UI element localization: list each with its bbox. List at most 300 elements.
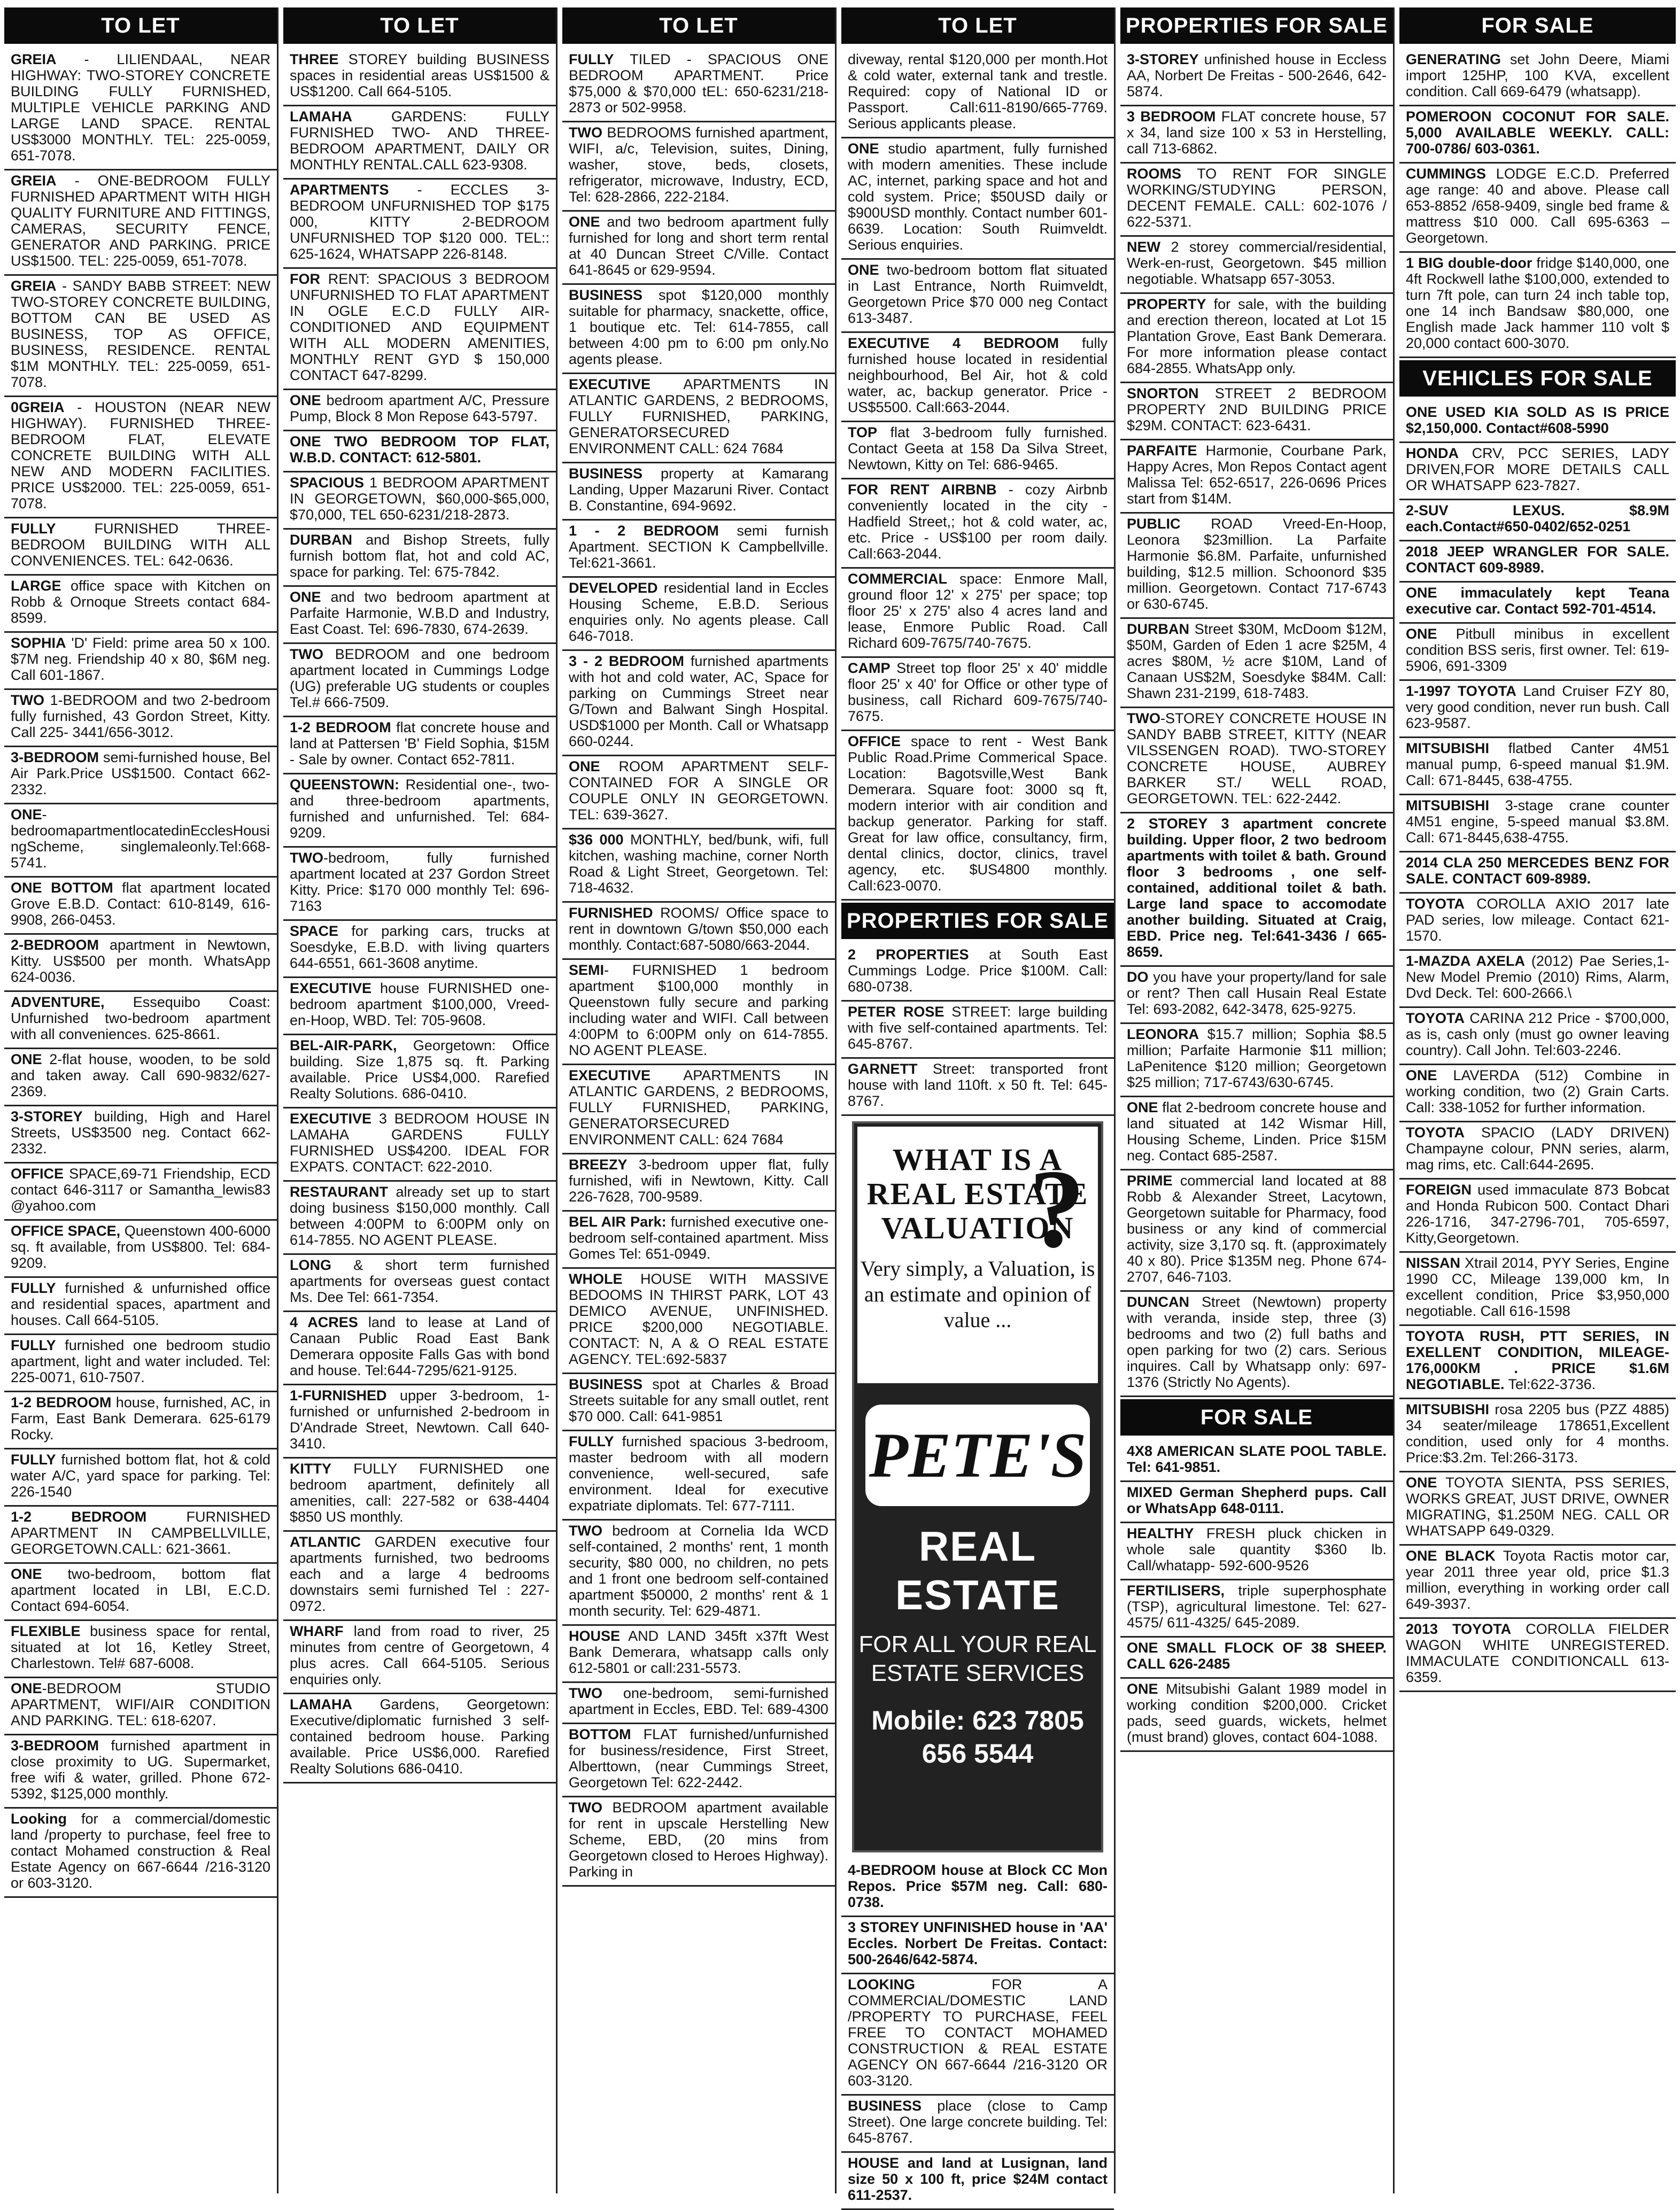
ad-body: Pitbull minibus in excellent condition BSS seris, first owner. Tel: 619-5906, 691-3309 [1406, 626, 1669, 674]
classified-ad [1399, 795, 1676, 852]
classified-ad [562, 49, 835, 122]
classified-ad [1399, 1008, 1676, 1065]
ad-lead: FULLY [569, 1433, 614, 1449]
ad-body: - SANDY BABB STREET: NEW TWO-STOREY CONCRETE BUILDING, BOTTOM CAN BE USED AS BUSINESS, TOP AS OFFICE, BUSINESS, RESIDENCE. RENTAL $1M MONTHLY. TEL: 225-0059, 651-7078. [11, 278, 270, 390]
ad-body: CARINA 212 Price - $700,000, as is, cash only (must go owner leaving country). Call John. Tel:603-2246. [1406, 1010, 1669, 1058]
real-estate-advert [852, 1121, 1103, 1852]
ad-body: COROLLA FIELDER WAGON WHITE UNREGISTERED. IMMACULATE CONDITIONCALL 613-6359. [1406, 1621, 1669, 1685]
classified-ad [283, 978, 556, 1035]
ad-lead: LAMAHA [290, 108, 352, 125]
ad-body: furnished & unfurnished office and residential spaces, apartment and houses. Call 664-5105. [11, 1280, 270, 1328]
classified-ad [1120, 619, 1393, 708]
classified-ad [1120, 164, 1393, 237]
classified-ad [562, 122, 835, 212]
ad-lead: TOYOTA [1406, 1125, 1465, 1141]
ad-body: space to rent - West Bank Public Road.Prime Commerical Space. Location: Bagotsville,West Bank Demerara. Square foot: 3000 sq ft, modern interior with air condition and backup generator. Parking for staff. Great for law office, consultancy, firm, dental clinics, doctor, clinics, travel agency, etc. $US4800 monthly. Call:623-0070. [848, 733, 1108, 894]
classified-ad [4, 878, 277, 935]
ad-lead: TWO [290, 850, 323, 866]
classified-ad [841, 138, 1114, 260]
classified-ad [562, 756, 835, 829]
ad-body: FURNISHED THREE-BEDROOM BUILDING WITH ALL CONVENIENCES. TEL: 642-0636. [11, 521, 270, 569]
classified-ad [4, 518, 277, 576]
ad-lead: 4-BEDROOM house at Block CC Mon Repos. Price $57M neg. Call: 680-0738. [848, 1862, 1108, 1910]
classified-ad [1399, 443, 1676, 500]
ad-body: -bedroom, fully furnished apartment located at 237 Gordon Street Kitty. Price: $170 000 monthly Tel: 696-7163 [290, 850, 549, 914]
ad-lead: BUSINESS [569, 287, 643, 303]
classified-ad [1399, 1472, 1676, 1546]
classified-ad [4, 633, 277, 690]
classified-ad [4, 397, 277, 518]
valuation-question: WHAT IS A REAL ESTATE VALUATION [866, 1142, 1089, 1245]
ad-lead: ONE [1127, 1099, 1158, 1115]
ad-body: used immaculate 873 Bobcat and Honda Rubicon 500. Contact Dhari 226-1716, 347-2796-701, 705-6597, Kitty,Georgetown. [1406, 1182, 1669, 1246]
ad-body: fully furnished house located in residential neighbourhood, Bel Air, hot & cold water, ac, backup generator. Price - US$5500. Call:663-2044. [848, 335, 1108, 415]
ad-lead: DO [1127, 969, 1149, 985]
ad-body: -bedroomapartmentlocatedinEcclesHousingScheme, singlemaleonly.Tel:668-5741. [11, 807, 270, 871]
ad-body: land from road to river, 25 minutes from centre of Georgetown, 4 plus acres. Call 664-5105. Serious enquiries only. [290, 1623, 549, 1687]
ad-body: Xtrail 2014, PYY Series, Engine 1990 CC, Mileage 139,000 km, In excellent condition, Price $3,950,000 negotiable. Call 616-1598 [1406, 1255, 1669, 1319]
classified-ad [1399, 164, 1676, 253]
classified-ad [1399, 1065, 1676, 1122]
ad-lead: 1-MAZDA AXELA [1406, 953, 1525, 969]
classified-ad [283, 921, 556, 978]
ad-lead: ONE [11, 1680, 42, 1696]
classified-ad [283, 1182, 556, 1255]
classified-ad [4, 1049, 277, 1106]
ad-lead: ONE USED KIA SOLD AS IS PRICE $2,150,000. Contact#608-5990 [1406, 404, 1669, 436]
ad-body: HOUSE WITH MASSIVE BEDOOMS IN THIRST PARK, LOT 43 DEMICO AVENUE, UNFINISHED. PRICE $200,000 NEGOTIABLE. CONTACT: N, A & O REAL ESTATE AGENCY. TEL:692-5837 [569, 1271, 829, 1367]
classified-ad [4, 170, 277, 276]
ad-body: Tel:622-3736. [1504, 1376, 1596, 1392]
classified-ad [1399, 1122, 1676, 1180]
ad-body: already set up to start doing business $150,000 monthly. Call between 4:00PM to 6:00PM only on 614-7855. NO AGENT PLEASE. [290, 1184, 549, 1248]
ad-lead: EXECUTIVE [290, 980, 372, 996]
classified-ad [841, 1974, 1114, 2096]
ad-lead: LAMAHA [290, 1696, 352, 1712]
ad-lead: 1 - 2 BEDROOM [569, 523, 719, 539]
ad-lead: 2018 JEEP WRANGLER FOR SALE. CONTACT 609-8989. [1406, 544, 1669, 576]
classified-ad [1120, 1638, 1393, 1679]
classified-ad [4, 1678, 277, 1735]
ad-body: 1 BEDROOM APARTMENT IN GEORGETOWN, $60,000-$65,000, $70,000, TEL 650-6231/218-2873. [290, 475, 549, 523]
ad-lead: TWO [11, 692, 44, 708]
classified-ad [1120, 708, 1393, 813]
ad-body: (2012) Pae Series,1- New Model Premio (2010) Rims, Alarm, Dvd Deck. Tel: 600-2666.\ [1406, 953, 1669, 1001]
ad-lead: 4 ACRES [290, 1314, 358, 1330]
ad-body: flatbed Canter 4M51 manual pump, 6-speed manual $1.9M. Call: 671-8445, 638-4755. [1406, 740, 1669, 788]
ad-body: two-bedroom, bottom flat apartment located in LBI, E.C.D. Contact 694-6054. [11, 1566, 270, 1614]
classified-ad [4, 1106, 277, 1164]
classified-ad [1120, 237, 1393, 294]
ad-lead: TOYOTA [1406, 896, 1465, 912]
ad-body: furnished one bedroom studio apartment, light and water included. Tel: 225-0071, 610-7507. [11, 1337, 270, 1385]
classified-ad [1120, 106, 1393, 164]
classified-ad [283, 49, 556, 106]
ad-body: STREET: large building with five self-contained apartments. Tel: 645-8767. [848, 1004, 1108, 1052]
ad-lead: 0GREIA [11, 399, 65, 415]
ad-lead: Looking [11, 1811, 67, 1827]
ad-lead: FOR RENT AIRBNB [848, 482, 997, 498]
ad-lead: PETER ROSE [848, 1004, 944, 1020]
ad-body: FLAT furnished/unfurnished for business/residence, First Street, Alberttown, (near Cummings Street, Georgetown Tel: 622-2442. [569, 1726, 829, 1790]
classified-ad [1399, 624, 1676, 681]
ad-body: FRESH pluck chicken in whole sale quantity $360 lb. Call/whatapp- 592-600-9526 [1127, 1525, 1387, 1573]
petes-logo: PETE'S [865, 1405, 1090, 1506]
classified-ad [283, 774, 556, 848]
classified-ad [1120, 1170, 1393, 1292]
ad-body: Mitsubishi Galant 1989 model in working condition $200,000. Cricket pads, seed guards, wickets, helmet (must brand) gloves, contact 604-1088. [1127, 1681, 1387, 1745]
ad-lead: GREIA [11, 51, 57, 67]
ad-body: FLAT concrete house, 57 x 34, land size 100 x 53 in Herstelling, call 713-6862. [1127, 108, 1387, 157]
classified-ad [562, 1626, 835, 1683]
ad-lead: SEMI [569, 962, 605, 978]
ad-body: 1-BEDROOM and two 2-bedroom fully furnished, 43 Gordon Street, Kitty. Call 225- 3441/656-3012. [11, 692, 270, 740]
column-to-let-3 [562, 7, 837, 2193]
classified-ad [562, 1431, 835, 1521]
ad-lead: ONE [11, 807, 42, 823]
classified-ad [1399, 253, 1676, 358]
ad-lead: PROPERTY [1127, 296, 1206, 312]
ad-lead: HEALTHY [1127, 1525, 1194, 1541]
classified-ad [283, 106, 556, 180]
classified-ad [4, 1278, 277, 1335]
ad-body: BEDROOM apartment available for rent in upscale Herstelling New Scheme, EBD, (20 mins from Georgetown closed to Heroes Highway). Parking in [569, 1800, 829, 1880]
ad-body: spot at Charles & Broad Streets suitable for any small outlet, rent $70 000. Call: 641-9851 [569, 1376, 829, 1424]
section-heading-vehicles: VEHICLES FOR SALE [1399, 360, 1676, 397]
classified-ad [562, 1212, 835, 1269]
classified-ad [4, 1735, 277, 1809]
classified-ad [1399, 1399, 1676, 1472]
ad-body: semi-furnished house, Bel Air Park.Price US$1500. Contact 662-2332. [11, 749, 270, 797]
ad-body: spot $120,000 monthly suitable for pharmacy, snackette, office, 1 boutique etc. Tel: 614-7855, call between 4:00 pm to 6:00 pm only.No agents please. [569, 287, 829, 367]
ad-lead: BEL AIR Park: [569, 1214, 667, 1230]
section-heading: FOR SALE [1399, 7, 1676, 44]
ad-body: and two bedroom apartment fully furnished for long and short term rental at 40 Duncan Street C/Ville. Contact 641-8645 or 629-9594. [569, 214, 829, 278]
classified-ad [562, 903, 835, 960]
classified-ad [4, 747, 277, 804]
classified-ad [562, 521, 835, 578]
ad-body: land to lease at Land of Canaan Public Road East Bank Demerara opposite Falls Gas with bond and house. Tel:644-7295/621-9125. [290, 1314, 549, 1378]
ad-lead: EXECUTIVE [569, 376, 651, 392]
ad-lead: CAMP [848, 660, 891, 676]
ad-lead: BUSINESS [569, 1376, 643, 1392]
ad-lead: NEW [1127, 239, 1160, 255]
ad-body: Queenstown 400-6000 sq. ft available, from US$800. Tel: 684-9209. [11, 1223, 270, 1271]
classified-ad [841, 333, 1114, 422]
ad-lead: DURBAN [1127, 621, 1189, 637]
section-heading: TO LET [283, 7, 556, 44]
classified-ad [283, 848, 556, 921]
classified-ad [562, 1269, 835, 1374]
ad-body: house FURNISHED one-bedroom apartment $100,000, Vreed-en-Hoop, WBD. Tel: 705-9608. [290, 980, 549, 1028]
ad-lead: TWO [290, 646, 323, 662]
classified-ad [283, 1532, 556, 1621]
ad-body: FOR A COMMERCIAL/DOMESTIC LAND /PROPERTY TO PURCHASE, FEEL FREE TO CONTACT MOHAMED CONSTRUCTION & REAL ESTATE AGENCY ON 667-6644 /216-3120 OR 603-3120. [848, 1976, 1108, 2089]
ad-body: Residential one-, two- and three-bedroom apartments, furnished and unfurnished. Tel: 684-9209. [290, 777, 549, 841]
classified-ad [841, 1059, 1114, 1116]
ad-lead: 1-2 BEDROOM [290, 719, 391, 735]
ad-lead: TWO [569, 1800, 602, 1816]
ad-body: -STOREY CONCRETE HOUSE IN SANDY BABB STREET, KITTY (NEAR VILSSENGEN ROAD). TWO-STOREY CONCRETE HOUSE, AUBREY BARKER ST./ WELL ROAD, GEORGETOWN. TEL: 622-2442. [1127, 710, 1387, 807]
ad-lead: ATLANTIC [290, 1534, 361, 1550]
classified-ad [1120, 967, 1393, 1024]
classified-ad [841, 2153, 1114, 2210]
classified-ad [4, 576, 277, 633]
ad-lead: 2 STOREY 3 apartment concrete building. Upper floor, 2 two bedroom apartments with toilet & bath. Ground floor 3 bedrooms , one self-contained, additional toilet & bath. Large land space to accomodate another building. Situated at Craig, EBD. Price neg. Tel:641-3436 / 665-8659. [1127, 816, 1387, 960]
ad-lead: SOPHIA [11, 635, 66, 651]
column-to-let-2 [283, 7, 558, 2193]
classified-ad [1399, 1619, 1676, 1692]
ad-lead: ONE [848, 262, 879, 278]
ad-body: TILED - SPACIOUS ONE BEDROOM APARTMENT. Price $75,000 & $70,000 tEL: 650-6231/218-2873 or 502-9958. [569, 51, 829, 115]
ad-body: business space for rental, situated at lot 16, Ketley Street, Charlestown. Tel# 687-6008. [11, 1623, 270, 1671]
classified-ad [841, 260, 1114, 333]
classified-ad [1120, 813, 1393, 967]
classified-ad [283, 644, 556, 717]
ad-lead: ONE BOTTOM [11, 880, 113, 896]
classified-ad [1399, 541, 1676, 583]
ad-body: ROOM APARTMENT SELF-CONTAINED FOR A SINGLE OR COUPLE ONLY IN GEORGETOWN. TEL: 639-3627. [569, 758, 829, 823]
ad-body: commercial land located at 88 Robb & Alexander Street, Lacytown, Georgetown suitable for Pharmacy, food business or any kind of commercial activity, size 3,170 sq. ft. (approximately 40 x 80). Price $135M neg. Phone 674-2707, 646-7103. [1127, 1173, 1387, 1285]
ad-lead: PARFAITE [1127, 443, 1197, 459]
classified-ad [1399, 1180, 1676, 1253]
classified-ad [1399, 738, 1676, 795]
classified-ad [1120, 383, 1393, 440]
mobile-numbers: Mobile: 623 7805 656 5544 [871, 1705, 1084, 1769]
ad-body: space: Enmore Mall, ground floor 12' x 275' per space; top floor 25' x 275' also 4 acres land and lease, Enmore Public Road. Call Richard 609-7675/740-7675. [848, 571, 1108, 651]
classified-ad [283, 180, 556, 269]
classified-ad [4, 49, 277, 170]
ad-lead: GREIA [11, 278, 57, 294]
ad-body: residential land in Eccles Housing Scheme, E.B.D. Serious enquiries only. No agents please. Call 646-7018. [569, 580, 829, 644]
ad-lead: 3 STOREY UNFINISHED house in 'AA' Eccles. Norbert De Freitas. Contact: 500-2646/642-5874. [848, 1919, 1108, 1967]
ad-body: furnished executive one-bedroom self-contained apartment. Miss Gomes Tel: 651-0949. [569, 1214, 829, 1262]
ad-lead: ONE [11, 1566, 42, 1582]
ad-body: flat 3-bedroom fully furnished. Contact Geeta at 158 Da Silva Street, Newtown, Kitty on Tel: 686-9465. [848, 424, 1108, 472]
classified-ad [841, 1860, 1114, 1917]
classified-ad [4, 690, 277, 747]
ad-lead: LARGE [11, 578, 61, 594]
ad-body: FULLY FURNISHED one bedroom apartment, definitely all amenities, call: 227-582 or 638-4404 $850 US monthly. [290, 1461, 549, 1525]
classified-ad [562, 1797, 835, 1887]
classified-ad [4, 1621, 277, 1678]
classified-ad [1399, 852, 1676, 894]
ad-lead: 2013 TOYOTA [1406, 1621, 1512, 1637]
ad-lead: OFFICE [848, 733, 901, 749]
ad-lead: EXECUTIVE [290, 1111, 372, 1127]
classified-ad [841, 1002, 1114, 1059]
ad-lead: GENERATING [1406, 51, 1501, 67]
section-heading: TO LET [4, 7, 277, 44]
ad-body: at South East Cummings Lodge. Price $100M. Call: 680-0738. [848, 947, 1108, 995]
classified-ad [4, 1392, 277, 1449]
ad-lead: 3-BEDROOM [11, 749, 99, 765]
ad-lead: TWO [569, 125, 602, 141]
ad-lead: ONE SMALL FLOCK OF 38 SHEEP. CALL 626-2485 [1127, 1640, 1387, 1672]
column-to-let-4 [841, 7, 1116, 2203]
ad-body: 'D' Field: prime area 50 x 100. $7M neg. Friendship 40 x 80, $6M neg. Call 601-1867. [11, 635, 270, 683]
classified-ad [283, 1694, 556, 1783]
ad-body: LAVERDA (512) Combine in working condition, two (2) Grain Carts. Call: 338-1052 for further information. [1406, 1067, 1669, 1115]
ad-body: furnished apartment in close proximity to UG. Supermarket, free wifi & water, grilled. Phone 672-5392, $125,000 monthly. [11, 1738, 270, 1802]
classified-ad [562, 651, 835, 756]
ad-body: house, furnished, AC, in Farm, East Bank Demerara. 625-6179 Rocky. [11, 1394, 270, 1443]
ad-lead: GREIA [11, 173, 57, 189]
ad-lead: FURNISHED [569, 905, 653, 921]
ad-body: Gardens, Georgetown: Executive/diplomatic furnished 3 self-contained bedroom house. Parking available. Price US$6,000. Rarefied Realty Solutions 686-0410. [290, 1696, 549, 1777]
ad-lead: TWO [569, 1685, 602, 1701]
ad-lead: ONE [1406, 1067, 1437, 1083]
classified-ad [1120, 514, 1393, 619]
classified-ad [1120, 1292, 1393, 1397]
column-to-let-1 [4, 7, 278, 2193]
valuation-panel [857, 1127, 1098, 1383]
ad-body: LODGE E.C.D. Preferred age range: 40 and above. Please call 653-8852 /658-9409, single bed frame & mattress $10 000. Call 695-6363 – Georgetown. [1406, 166, 1669, 246]
ad-body: STOREY building BUSINESS spaces in residential areas US$1500 & US$1200. Call 664-5105. [290, 51, 549, 99]
ad-lead: BREEZY [569, 1157, 628, 1173]
classified-ad [841, 1917, 1114, 1974]
ad-body: 2-flat house, wooden, to be sold and taken away. Call 690-9832/627-2369. [11, 1051, 270, 1099]
ad-body: flat 2-bedroom concrete house and land situated at 142 Wismar Hill, Housing Scheme, Linden. Price $15M neg. Contact 685-2587. [1127, 1099, 1387, 1164]
ad-lead: SNORTON [1127, 385, 1199, 401]
classified-ad [562, 1683, 835, 1724]
column-for-sale [1399, 7, 1676, 2193]
classified-ad [283, 431, 556, 472]
ad-lead: EXECUTIVE [569, 1067, 651, 1083]
ad-lead: 3 BEDROOM [1127, 108, 1216, 125]
ad-lead: QUEENSTOWN: [290, 777, 400, 793]
ad-lead: WHOLE [569, 1271, 623, 1287]
ad-body: apartment in Newtown, Kitty. US$500 per month. WhatsApp 624-0036. [11, 937, 270, 985]
classified-ad [562, 1724, 835, 1797]
classified-ad [283, 1459, 556, 1532]
classified-ad [1120, 49, 1393, 106]
ad-lead: DEVELOPED [569, 580, 658, 596]
valuation-text: Very simply, a Valuation, is an estimate and opinion of value ... [860, 1257, 1095, 1332]
ad-lead: GARNETT [848, 1061, 918, 1077]
classified-ad [562, 1154, 835, 1212]
ad-lead: HOUSE and land at Lusignan, land size 50 x 100 ft, price $24M contact 611-2537. [848, 2155, 1108, 2203]
ad-lead: FULLY [11, 1452, 56, 1468]
ad-lead: ONE [848, 141, 879, 157]
classified-ad [283, 269, 556, 390]
ad-body: Toyota Ractis motor car, year 2011 three year old, price $1.3 million, everything in working order call 649-3937. [1406, 1548, 1670, 1612]
ad-body: Street $30M, McDoom $12M, $50M, Garden of Eden 1 acre $25M, 4 acres $80M, ½ acre $10M, Land of Canaan US$2M, Soesdyke $84M. Call: Shawn 231-2199, 618-7483. [1127, 621, 1387, 701]
ad-body: semi furnish Apartment. SECTION K Campbellville. Tel:621-3661. [569, 523, 829, 571]
ad-lead: ONE [1406, 626, 1437, 642]
ad-body: Street top floor 25' x 40' middle floor 25' x 40' for Office or other type of business, call Richard 609-7675/740-7675. [848, 660, 1108, 724]
ad-body: FURNISHED APARTMENT IN CAMPBELLVILLE, GEORGETOWN.CALL: 621-3661. [11, 1509, 270, 1557]
ad-lead: 4X8 AMERICAN SLATE POOL TABLE. Tel: 641-9851. [1127, 1443, 1387, 1475]
ad-lead: OFFICE SPACE, [11, 1223, 121, 1239]
section-heading: PROPERTIES FOR SALE [1120, 7, 1393, 44]
ad-body: Land Cruiser FZY 80, very good condition, never run bush. Call 623-9587. [1406, 683, 1670, 731]
ad-body: one-bedroom, semi-furnished apartment in Eccles, EBD. Tel: 689-4300 [569, 1685, 829, 1717]
ad-lead: 3-BEDROOM [11, 1738, 99, 1754]
ad-body: SPACIO (LADY DRIVEN) Champayne colour, PNN series, alarm, mag rims, etc. Call:644-2695. [1406, 1125, 1669, 1173]
ad-lead: LOOKING [848, 1976, 915, 1992]
ad-lead: $36 000 [569, 832, 624, 848]
ad-lead: HOUSE [569, 1628, 621, 1644]
ad-body: $15.7 million; Sophia $8.5 million; Parfaite Harmonie $11 million; LaPenitence $120 million; Georgetown $25 million; 717-6743/630-6745. [1127, 1026, 1387, 1090]
ad-body: 3-bedroom upper flat, fully furnished, wifi in Newtown, Kitty. Call 226-7628, 700-9589. [569, 1157, 829, 1205]
ad-lead: 2014 CLA 250 MERCEDES BENZ FOR SALE. CONTACT 609-8989. [1406, 855, 1669, 887]
ad-lead: THREE [290, 51, 339, 67]
ad-lead: PUBLIC [1127, 516, 1181, 532]
classified-ad [283, 1621, 556, 1694]
services-text: FOR ALL YOUR REAL ESTATE SERVICES [858, 1631, 1097, 1686]
ad-lead: ROOMS [1127, 166, 1182, 182]
ad-lead: FULLY [569, 51, 614, 67]
ad-body: Harmonie, Courbane Park, Happy Acres, Mon Repos Contact agent Malissa Tel: 652-6517, 226-0696 Prices start from $14M. [1127, 443, 1387, 507]
ad-body: - HOUSTON (NEAR NEW HIGHWAY). FURNISHED THREE-BEDROOM FLAT, ELEVATE CONCRETE BUILDING WITH ALL NEW AND MODERN FACILITIES. PRICE US$2000. TEL: 225-0059, 651-7078. [11, 399, 270, 511]
classified-ad [4, 1564, 277, 1621]
classified-ad [562, 463, 835, 521]
classified-ad [4, 992, 277, 1049]
classified-ad [1120, 1024, 1393, 1097]
classified-ad [4, 1221, 277, 1278]
ad-body: flat concrete house and land at Pattersen 'B' Field Sophia, $15M - Sale by owner. Contact 652-7811. [290, 719, 549, 767]
ad-lead: BUSINESS [848, 2098, 922, 2114]
classified-ad [283, 717, 556, 774]
classified-ad [1399, 49, 1676, 106]
ad-body: COROLLA AXIO 2017 late PAD series, low mileage. Contact 621-1570. [1406, 896, 1669, 944]
ad-body: set John Deere, Miami import 125HP, 100 KVA, excellent condition. Call 669-6479 (whatsapp). [1406, 51, 1669, 99]
classified-ad [283, 1035, 556, 1108]
ad-body: & short term furnished apartments for overseas guest contact Ms. Dee Tel: 661-7354. [290, 1257, 549, 1305]
ad-lead: 2-BEDROOM [11, 937, 99, 953]
ad-body: 3 BEDROOM HOUSE IN LAMAHA GARDENS FULLY FURNISHED US$4200. IDEAL FOR EXPATS. CONTACT: 622-2010. [290, 1111, 549, 1175]
ad-lead: TOP [848, 424, 878, 440]
classified-ad [283, 472, 556, 530]
ad-lead: 2-SUV LEXUS. $8.9M each.Contact#650-0402/652-0251 [1406, 502, 1669, 534]
ad-body: bedroom apartment A/C, Pressure Pump, Block 8 Mon Repose 643-5797. [290, 392, 549, 424]
ad-lead: BEL-AIR-PARK, [290, 1037, 397, 1053]
ad-lead: APARTMENTS [290, 182, 389, 198]
ad-lead: WHARF [290, 1623, 344, 1639]
ad-body: - LILIENDAAL, NEAR HIGHWAY: TWO-STOREY CONCRETE BUILDING FULLY FURNISHED, MULTIPLE VEHICLE PARKING AND LARGE LAND SPACE. RENTAL US$3000 MONTHLY. TEL: 225-0059, 651-7078. [11, 51, 270, 164]
ad-body: 2 storey commercial/residential, Werk-en-rust, Georgetown. $45 million negotiable. Whatsapp 657-3053. [1127, 239, 1387, 287]
classified-ad [841, 422, 1114, 479]
ad-lead: PRIME [1127, 1173, 1173, 1189]
ad-body: place (close to Camp Street). One large concrete building. Tel: 645-8767. [848, 2098, 1108, 2146]
ad-lead: SPACIOUS [290, 475, 365, 491]
ad-body: BEDROOMS furnished apartment, WIFI, a/c, Television, suites, Dining, washer, stove, beds, closets, refrigerator, microwave, Industry, ECD, Tel: 628-2866, 222-2184. [569, 125, 829, 205]
ad-body: GARDENS: FULLY FURNISHED TWO- AND THREE-BEDROOM APARTMENT, DAILY OR MONTHLY RENTAL.CALL 623-9308. [290, 108, 549, 173]
ad-lead: ONE TWO BEDROOM TOP FLAT, W.B.D. CONTACT: 612-5801. [290, 433, 549, 466]
classified-ad [4, 1809, 277, 1898]
ad-lead: FULLY [11, 521, 56, 537]
ad-body: BEDROOM and one bedroom apartment located in Cummings Lodge (UG) preferable UG students or couples Tel.# 666-7509. [290, 646, 549, 710]
classified-ad [4, 1335, 277, 1392]
ad-lead: FULLY [11, 1280, 56, 1296]
classified-ad [4, 1507, 277, 1564]
classified-ad [1399, 106, 1676, 164]
classified-ad [1399, 894, 1676, 951]
ad-lead: 3 - 2 BEDROOM [569, 653, 684, 669]
classified-ad [283, 1385, 556, 1459]
ad-body: triple superphosphate (TSP), agricultural limestone. Tel: 627-4575/ 611-4325/ 645-2089. [1127, 1583, 1387, 1631]
ad-body: AND LAND 345ft x37ft West Bank Demerara, whatsapp calls only 612-5801 or call:231-5573. [569, 1628, 829, 1676]
ad-body: unfinished house in Eccless AA, Norbert De Freitas - 500-2646, 642-5874. [1127, 51, 1387, 99]
ad-body: - ECCLES 3-BEDROOM UNFURNISHED TOP $175 000, KITTY 2-BEDROOM UNFURNISHED TOP $120 000. TEL:: 625-1624, WHATSAPP 226-8148. [290, 182, 549, 262]
classified-ad [841, 479, 1114, 569]
ad-lead: BUSINESS [569, 466, 643, 482]
ad-lead: MITSUBISHI [1406, 740, 1490, 756]
ad-lead: MITSUBISHI [1406, 797, 1490, 813]
ad-lead: CUMMINGS [1406, 166, 1486, 182]
classified-ad [1120, 1523, 1393, 1580]
